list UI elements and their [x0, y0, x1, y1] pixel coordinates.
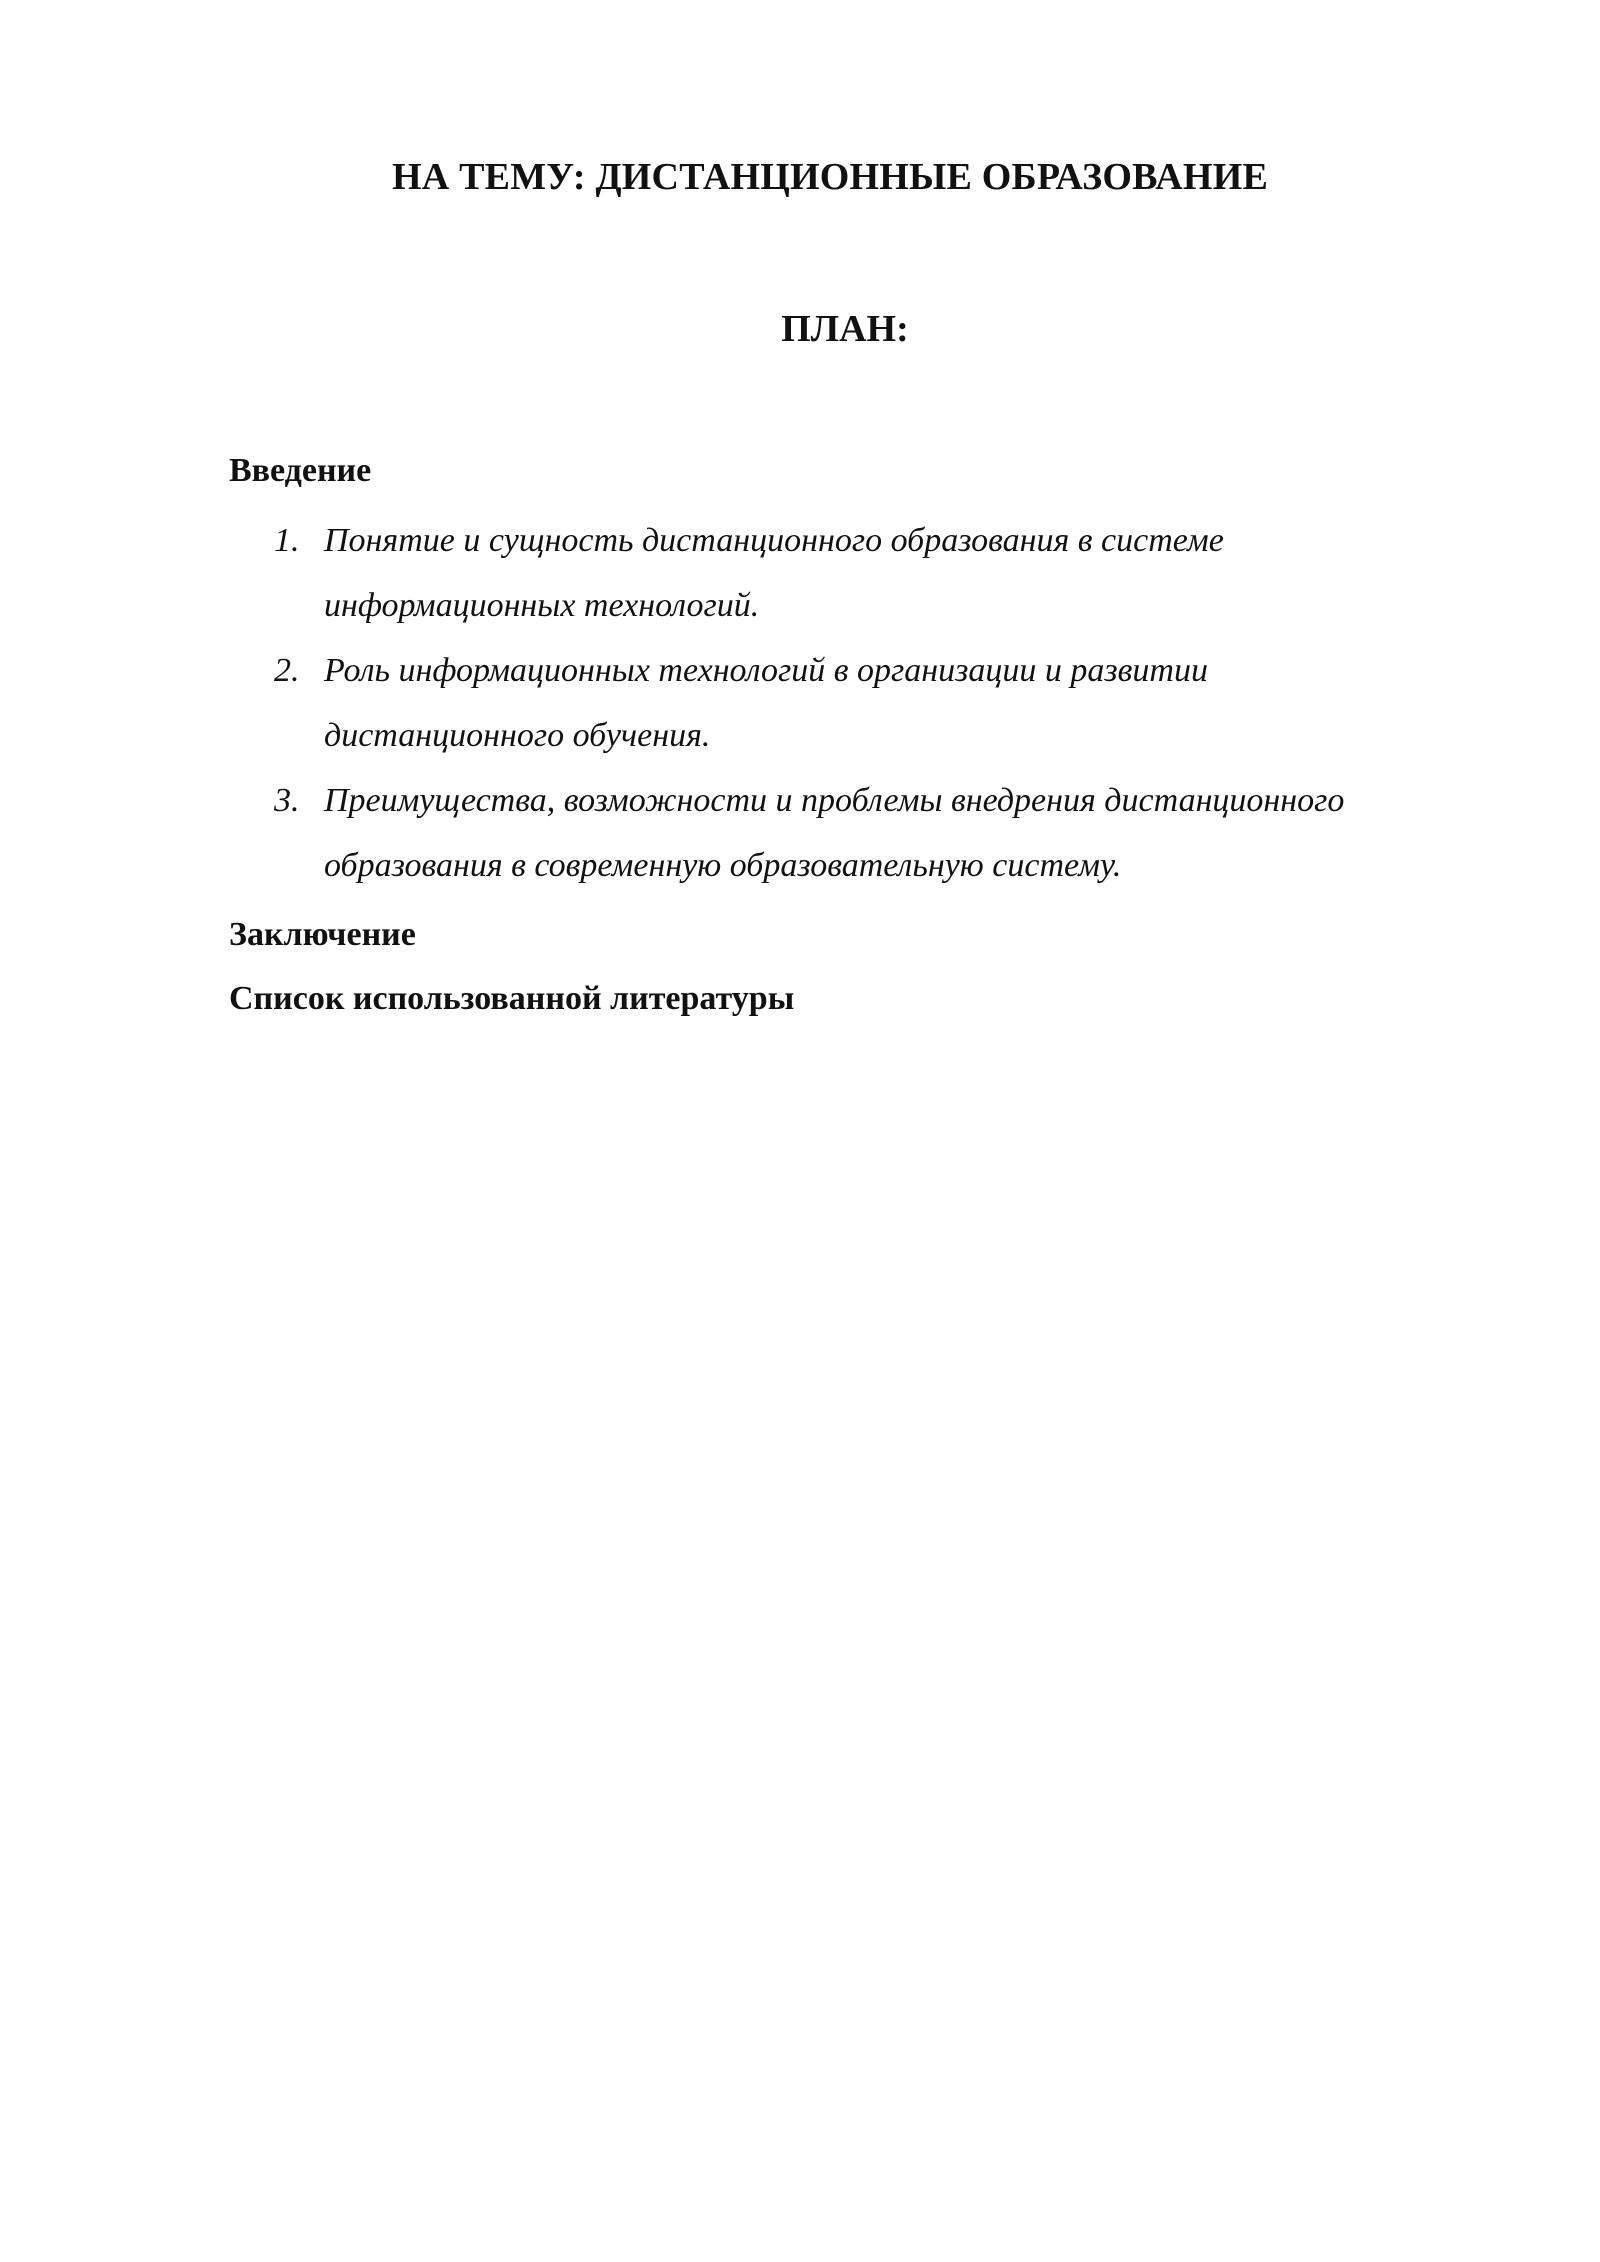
plan-item-line: Роль информационных технологий в организации и развитии	[324, 652, 1208, 689]
plan-item-number: 3.	[274, 782, 300, 819]
plan-item-2	[229, 638, 1489, 768]
document-title: НА ТЕМУ: ДИСТАНЦИОННЫЕ ОБРАЗОВАНИЕ	[392, 156, 1268, 198]
plan-item-text	[324, 508, 1489, 638]
plan-item-text	[324, 768, 1489, 898]
plan-item-line: дистанционного обучения.	[324, 717, 711, 754]
plan-outline	[229, 446, 1489, 1024]
plan-item-1	[229, 508, 1489, 638]
plan-item-text	[324, 638, 1489, 768]
section-introduction: Введение	[229, 452, 372, 489]
plan-list	[229, 508, 1489, 898]
section-references: Список использованной литературы	[229, 980, 795, 1017]
plan-item-3	[229, 768, 1489, 898]
plan-item-line: Преимущества, возможности и проблемы внедрения дистанционного	[324, 782, 1345, 819]
plan-item-number: 2.	[274, 652, 300, 689]
section-conclusion: Заключение	[229, 916, 416, 953]
plan-item-line: образования в современную образовательную систему.	[324, 847, 1122, 884]
plan-heading: ПЛАН:	[781, 308, 909, 350]
plan-item-line: информационных технологий.	[324, 587, 760, 624]
plan-item-line: Понятие и сущность дистанционного образования в системе	[324, 522, 1224, 559]
plan-item-number: 1.	[274, 522, 300, 559]
